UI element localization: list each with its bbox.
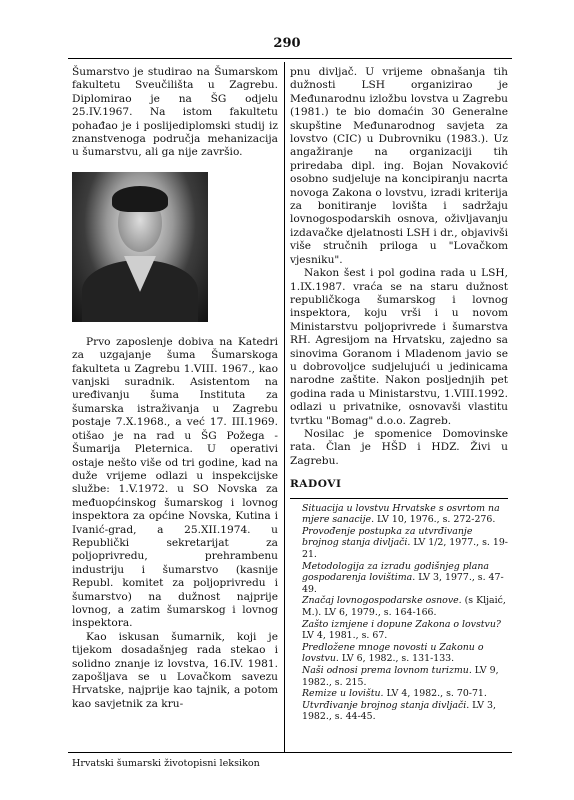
works-item-title: Metodologija za izradu godišnjeg plana gospodarenja lovištima.: [302, 560, 490, 584]
works-item: [290, 700, 508, 723]
works-item-title: Provođenje postupka za utvrđivanje brojnog stanja divljači.: [302, 525, 473, 549]
works-item: [290, 688, 508, 700]
works-item: [290, 619, 508, 642]
works-item-title: Situacija u lovstvu Hrvatske s osvrtom na mjere sanacije.: [302, 502, 500, 526]
right-column: [290, 66, 508, 723]
works-item: [290, 526, 508, 561]
portrait-photo: [72, 172, 208, 322]
works-item-title: Remize u lovištu.: [302, 688, 384, 700]
intro-paragraph: Šumarstvo je studirao na Šumarskom fakultetu Sveučilišta u Zagrebu. Diplomirao je na ŠG odjelu 25.IV.1967. Na istom fakultetu pohađao je i poslijediplomski studij iz znanstvenoga područja mehanizacija u šumarstvu, ali ga nije završio.: [72, 66, 278, 159]
works-list: [290, 498, 508, 723]
footer-text: Hrvatski šumarski životopisni leksikon: [72, 758, 260, 769]
continuation-paragraph: pnu divljač. U vrijeme obnašanja tih dužnosti LSH organizirao je Međunarodnu izložbu lovstva u Zagrebu (1981.) te bio domaćin 30 Generalne skupštine Međunarodnog savjeta za lovstvo (CIC) u Dubrovniku (1983.). Uz angažiranje na organizaciji tih priredaba dipl. ing. Bojan Novaković osobno sudjeluje na koncipiranju nacrta novoga Zakona o lovstvu, izradi kriterija za bonitiranje lovišta i sadržaju lovnogospodarskih osnova, oživljavanju izdavačke djelatnosti LSH i dr., objavivši više stručnih priloga u "Lovačkom vjesniku".: [290, 66, 508, 266]
works-item: [290, 595, 508, 618]
honors-paragraph: Nosilac je spomenice Domovinske rata. Član je HŠD i HDZ. Živi u Zagrebu.: [290, 427, 508, 467]
column-divider: [284, 62, 285, 752]
works-item-title: Značaj lovnogospodarske osnove.: [302, 595, 462, 607]
works-item: [290, 642, 508, 665]
works-item: [290, 503, 508, 526]
works-item-reference: LV 3, 1977., s. 47-49.: [302, 572, 504, 595]
top-rule: [68, 58, 512, 59]
works-item-reference: (s Kljaić, M.). LV 6, 1979., s. 164-166.: [302, 595, 506, 618]
works-item-title: Zašto izmjene i dopune Zakona o lovstvu?: [302, 618, 501, 630]
works-item-title: Predložene mnoge novosti u Zakonu o lovstvu.: [302, 641, 484, 665]
left-column: [72, 66, 278, 711]
works-item: [290, 561, 508, 596]
works-item-reference: LV 9, 1982., s. 215.: [302, 664, 499, 688]
works-item-reference: LV 6, 1982., s. 131-133.: [338, 653, 455, 665]
career-paragraph: Prvo zaposlenje dobiva na Katedri za uzgajanje šuma Šumarskoga fakulteta u Zagrebu 1.VIII. 1967., kao vanjski suradnik. Asistentom na uređivanju šuma Instituta za šumarska istraživanja u Zagrebu postaje 7.X.1968., a već 17. III.1969. otišao je na rad u ŠG Požega - Šumarija Pleternica. U operativi ostaje nešto više od tri godine, kad na duže vrijeme odlazi u inspekcijske službe: 1.V.1972. u SO Novska za međuopćinskog šumarskog i lovnog inspektora za općine Novska, Kutina i Ivanić-grad, a 25.XII.1974. u Republički sekretarijat za poljoprivredu, prehrambenu industriju i šumarstvo (kasnije Republ. komitet za poljoprivredu i šumarstvo) na dužnost najprije lovnog, a zatim šumarskog i lovnog inspektora.: [72, 335, 278, 630]
works-item-title: Naši odnosi prema lovnom turizmu.: [302, 664, 472, 676]
works-item: [290, 665, 508, 688]
works-item-reference: LV 4, 1982., s. 70-71.: [383, 688, 487, 700]
works-item-reference: LV 3, 1982., s. 44-45.: [302, 699, 496, 723]
works-item-reference: LV 1/2, 1977., s. 19-21.: [302, 537, 508, 560]
page-number: 290: [273, 36, 301, 51]
inspector-paragraph: Nakon šest i pol godina rada u LSH, 1.IX.1987. vraća se na staru dužnost republičkoga šumarskog i lovnog inspektora, koju vrši i u novom Ministarstvu poljoprivrede i šumarstva RH. Agresijom na Hrvatsku, zajedno sa sinovima Goranom i Mladenom javio se u dobrovoljce sudjelujući u jedinicama narodne zaštite. Nakon posljednjih pet godina rada u Ministarstvu, 1.VIII.1992. odlazi u privatnike, osnovavši vlastitu tvrtku "Bomag" d.o.o. Zagreb.: [290, 267, 508, 427]
works-item-title: Utvrđivanje brojnog stanja divljači.: [302, 699, 470, 711]
works-item-reference: LV 4, 1981., s. 67.: [302, 630, 388, 642]
hunting-paragraph: Kao iskusan šumarnik, koji je tijekom dosadašnjeg rada stekao i solidno znanje iz lovstva, 16.IV. 1981. zapošljava se u Lovačkom savezu Hrvatske, najprije kao tajnik, a potom kao savjetnik za kru-: [72, 630, 278, 710]
works-item-reference: LV 10, 1976., s. 272-276.: [374, 514, 496, 526]
works-heading: RADOVI: [290, 478, 342, 491]
footer-rule: [68, 752, 512, 753]
